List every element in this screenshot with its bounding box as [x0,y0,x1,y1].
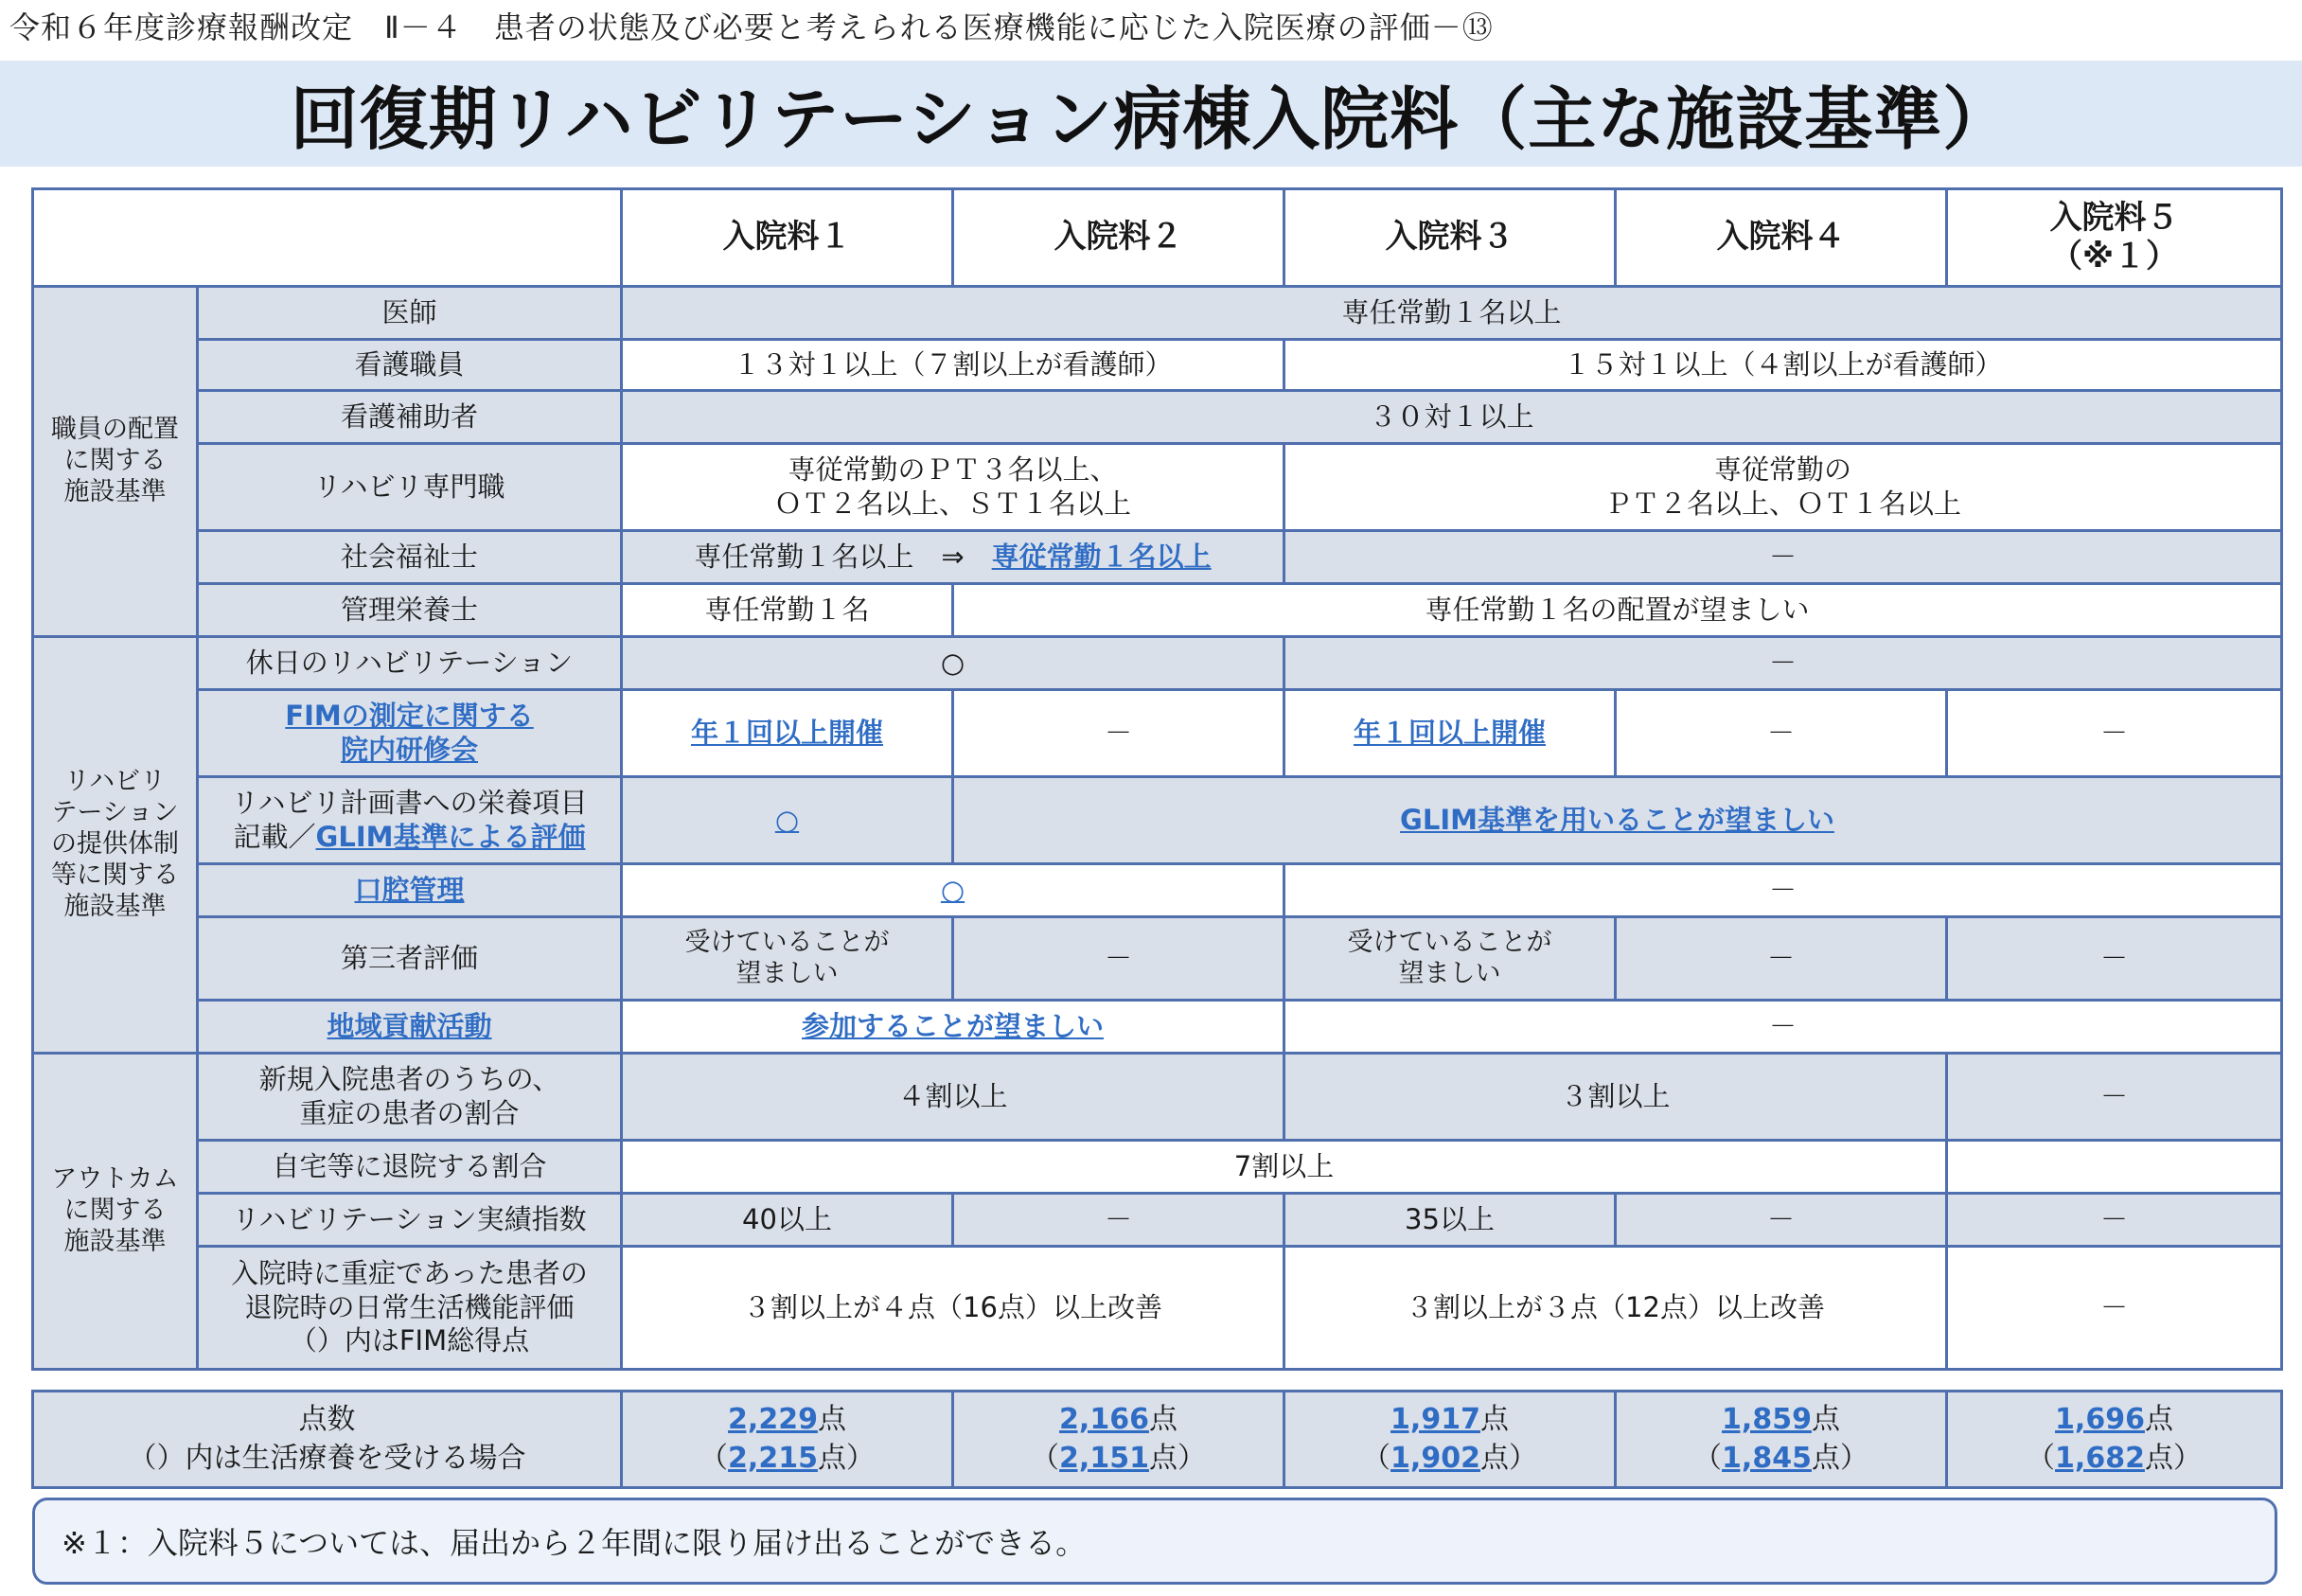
cell-index-3: 35以上 [1284,1194,1616,1247]
cell-social-345: － [1284,531,2282,584]
cell-adl-34: ３割以上が３点（12点）以上改善 [1284,1247,1947,1370]
row-label-community: 地域貢献活動 [198,1001,622,1054]
cell-home-5 [1947,1141,2282,1194]
cell-rehab-staff-12: 専従常勤のＰＴ３名以上、 ＯＴ２名以上、ＳＴ１名以上 [622,444,1284,531]
table-row [33,391,2282,444]
points-value-3: 1,917点 （1,902点） [1284,1392,1616,1488]
cell-rehab-staff-345: 専従常勤の ＰＴ２名以上、ＯＴ１名以上 [1284,444,2282,531]
category-rehab: リハビリ テーション の提供体制 等に関する 施設基準 [33,637,198,1054]
table-row [33,690,2282,777]
table-row [33,1247,2282,1370]
cell-fim-1: 年１回以上開催 [622,690,953,777]
category-outcome: アウトカム に関する 施設基準 [33,1054,198,1370]
table-row [33,584,2282,637]
row-label-adl: 入院時に重症であった患者の 退院時の日常生活機能評価 （）内はFIM総得点 [198,1247,622,1370]
cell-adl-5: － [1947,1247,2282,1370]
row-label-aide: 看護補助者 [198,391,622,444]
cell-home-1234: 7割以上 [622,1141,1947,1194]
page-title: 回復期リハビリテーション病棟入院料（主な施設基準） [290,80,2012,159]
cell-fim-3: 年１回以上開催 [1284,690,1616,777]
row-label-social: 社会福祉士 [198,531,622,584]
table-row [33,637,2282,690]
cell-oral-12: ○ [622,864,1284,917]
title-band [0,61,2302,167]
criteria-table [31,187,2283,1371]
category-staff: 職員の配置 に関する 施設基準 [33,287,198,637]
cell-adl-12: ３割以上が４点（16点）以上改善 [622,1247,1284,1370]
cell-dietitian-2345: 専任常勤１名の配置が望ましい [953,584,2282,637]
table-row [33,864,2282,917]
cell-fim-4: － [1616,690,1947,777]
cell-index-2: － [953,1194,1284,1247]
table-row [33,1194,2282,1247]
footnote-text: ※１：入院料５については、届出から２年間に限り届け出ることができる。 [62,1525,1087,1561]
cell-oral-345: － [1284,864,2282,917]
cell-third-3: 受けていることが 望ましい [1284,917,1616,1001]
cell-index-4: － [1616,1194,1947,1247]
points-value-5: 1,696点 （1,682点） [1947,1392,2282,1488]
slide-header: 令和６年度診療報酬改定 Ⅱ－４ 患者の状態及び必要と考えられる医療機能に応じた入院医療の評価－⑬ [9,9,1494,45]
points-value-2: 2,166点 （2,151点） [953,1392,1284,1488]
cell-holiday-12: ○ [622,637,1284,690]
cell-aide-all: ３０対１以上 [622,391,2282,444]
row-label-rehab-staff: リハビリ専門職 [198,444,622,531]
table-row [33,444,2282,531]
cell-third-5: － [1947,917,2282,1001]
row-label-glim: リハビリ計画書への栄養項目 記載／GLIM基準による評価 [198,777,622,864]
table-row [33,1141,2282,1194]
table-row [33,340,2282,391]
cell-social-12: 専任常勤１名以上 ⇒ 専従常勤１名以上 [622,531,1284,584]
col-header-5: 入院料５ （※１） [1947,189,2282,287]
footnote-box [32,1498,2277,1585]
cell-doctor-all: 専任常勤１名以上 [622,287,2282,340]
cell-third-4: － [1616,917,1947,1001]
cell-index-1: 40以上 [622,1194,953,1247]
row-label-fim: FIMの測定に関する 院内研修会 [198,690,622,777]
cell-fim-5: － [1947,690,2282,777]
cell-dietitian-1: 専任常勤１名 [622,584,953,637]
cell-glim-2345: GLIM基準を用いることが望ましい [953,777,2282,864]
cell-holiday-345: － [1284,637,2282,690]
points-value-4: 1,859点 （1,845点） [1616,1392,1947,1488]
cell-index-5: － [1947,1194,2282,1247]
table-row [33,287,2282,340]
points-row [33,1392,2282,1488]
col-header-1: 入院料１ [622,189,953,287]
cell-third-2: － [953,917,1284,1001]
table-row [33,777,2282,864]
row-label-holiday: 休日のリハビリテーション [198,637,622,690]
cell-nurse-345: １５対１以上（４割以上が看護師） [1284,340,2282,391]
table-row [33,1054,2282,1141]
points-label: 点数 （）内は生活療養を受ける場合 [33,1392,622,1488]
points-table [31,1390,2283,1489]
table-row [33,917,2282,1001]
cell-glim-1: ○ [622,777,953,864]
cell-third-1: 受けていることが 望ましい [622,917,953,1001]
row-label-doctor: 医師 [198,287,622,340]
cell-severe-5: － [1947,1054,2282,1141]
row-label-dietitian: 管理栄養士 [198,584,622,637]
table-header-row [33,189,2282,287]
cell-community-345: － [1284,1001,2282,1054]
row-label-third: 第三者評価 [198,917,622,1001]
table-row [33,1001,2282,1054]
cell-severe-34: ３割以上 [1284,1054,1947,1141]
table-row [33,531,2282,584]
row-label-index: リハビリテーション実績指数 [198,1194,622,1247]
cell-severe-12: ４割以上 [622,1054,1284,1141]
col-header-3: 入院料３ [1284,189,1616,287]
points-value-1: 2,229点 （2,215点） [622,1392,953,1488]
header-blank-cell [33,189,622,287]
row-label-oral: 口腔管理 [198,864,622,917]
cell-fim-2: － [953,690,1284,777]
cell-community-12: 参加することが望ましい [622,1001,1284,1054]
row-label-severe: 新規入院患者のうちの、 重症の患者の割合 [198,1054,622,1141]
cell-nurse-12: １３対１以上（７割以上が看護師） [622,340,1284,391]
col-header-4: 入院料４ [1616,189,1947,287]
row-label-nurse: 看護職員 [198,340,622,391]
col-header-2: 入院料２ [953,189,1284,287]
row-label-home: 自宅等に退院する割合 [198,1141,622,1194]
